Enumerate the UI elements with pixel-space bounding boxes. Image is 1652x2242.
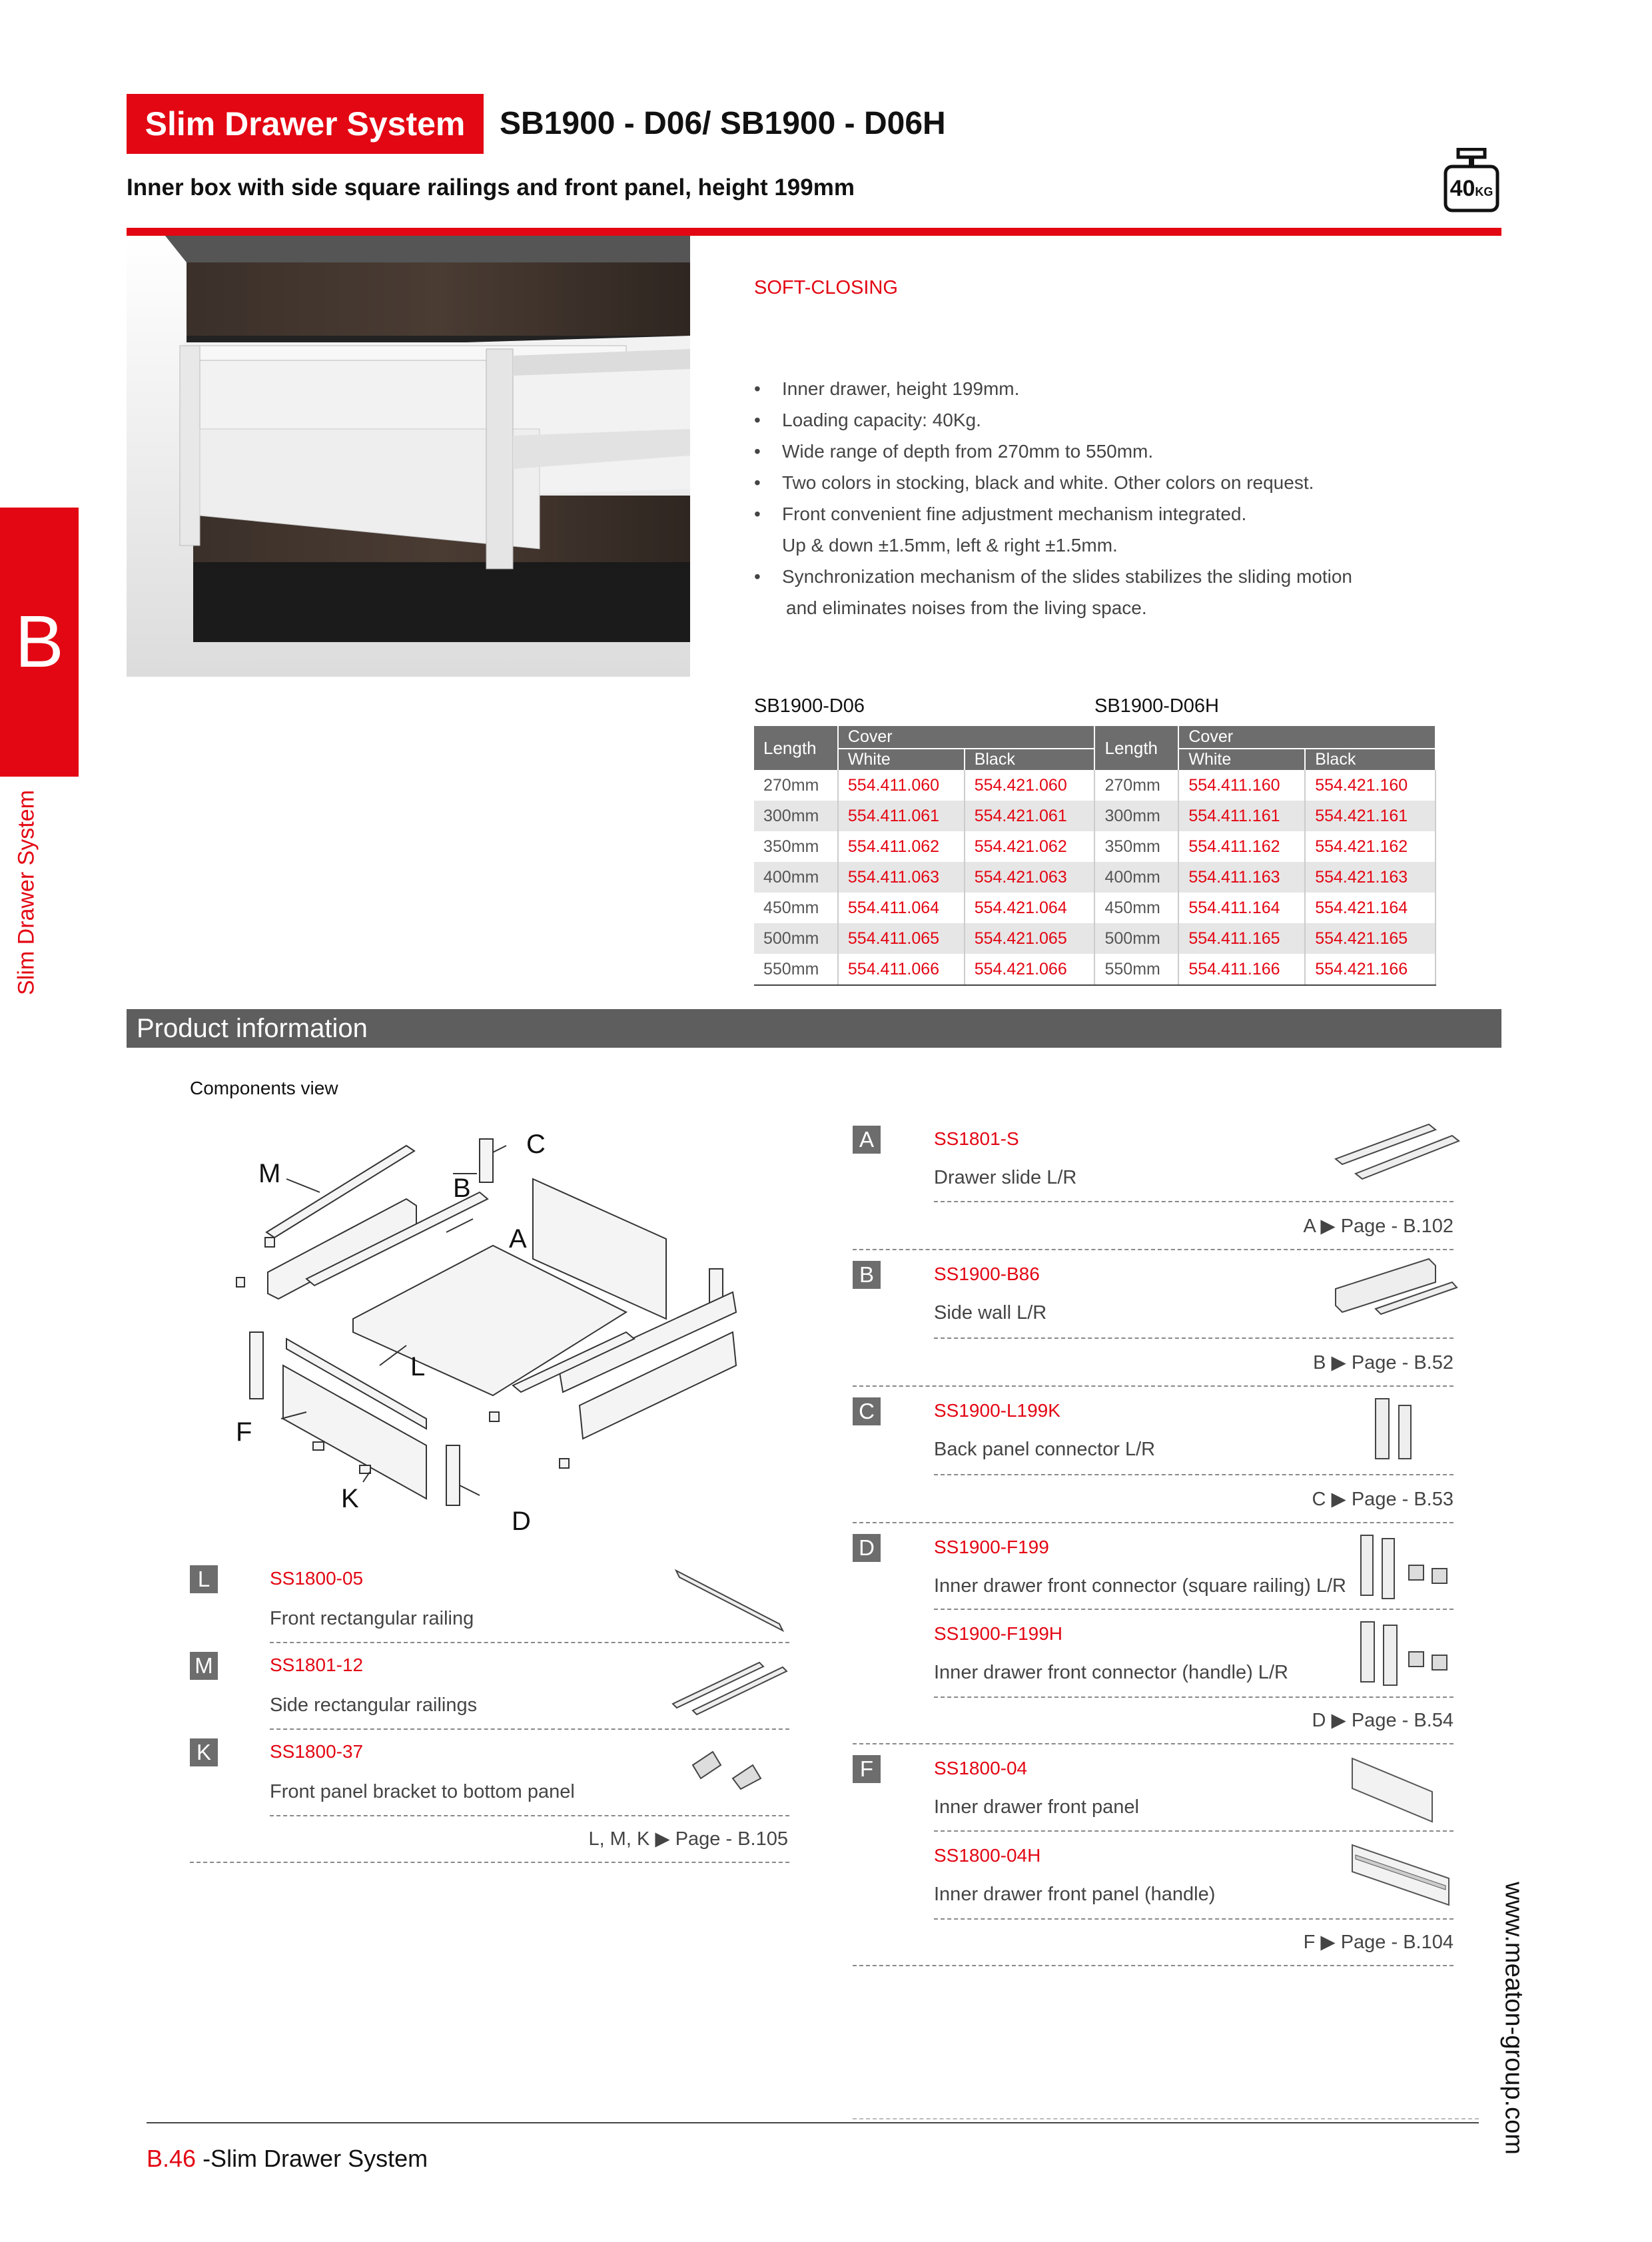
- separator: [853, 1522, 1453, 1523]
- separator: [853, 1965, 1453, 1966]
- component-letter-c: C: [853, 1397, 881, 1425]
- component-description: Inner drawer front connector (handle) L/R: [934, 1662, 1288, 1683]
- separator: [270, 1642, 789, 1643]
- component-letter-a: A: [853, 1126, 881, 1154]
- weight-value: 40: [1449, 176, 1475, 201]
- order-code-cell: 554.411.161: [1178, 801, 1305, 831]
- order-code-cell: 554.421.166: [1305, 954, 1436, 985]
- order-code-cell: 554.411.163: [1178, 862, 1305, 893]
- website-url: www.meaton-group.com: [1499, 1882, 1528, 2155]
- front-panel-handle-icon: [1349, 1842, 1455, 1912]
- length-cell: 400mm: [1094, 862, 1178, 893]
- order-code-cell: 554.411.166: [1178, 954, 1305, 985]
- length-cell: 270mm: [1094, 770, 1178, 801]
- feature-item: • Front convenient fine adjustment mechanism integrated.: [754, 498, 1420, 530]
- diagram-label-b: B: [453, 1174, 471, 1203]
- order-code-cell: 554.411.061: [838, 801, 965, 831]
- order-code-cell: 554.411.162: [1178, 831, 1305, 862]
- length-cell: 300mm: [1094, 801, 1178, 831]
- separator: [934, 1918, 1453, 1920]
- diagram-label-a: A: [509, 1224, 527, 1254]
- order-code-cell: 554.421.063: [965, 862, 1095, 893]
- page-reference: C ▶ Page - B.53: [1312, 1489, 1453, 1510]
- component-description: Back panel connector L/R: [934, 1439, 1156, 1460]
- table-label-d06: SB1900-D06: [754, 695, 865, 717]
- order-code-cell: 554.421.066: [965, 954, 1095, 985]
- order-code-cell: 554.421.165: [1305, 923, 1436, 954]
- diagram-label-d: D: [512, 1507, 531, 1536]
- order-code-cell: 554.411.165: [1178, 923, 1305, 954]
- feature-item-continued: and eliminates noises from the living space.: [786, 597, 1147, 618]
- order-code-cell: 554.421.160: [1305, 770, 1436, 801]
- component-code: SS1801-12: [270, 1655, 364, 1675]
- diagram-label-c: C: [526, 1130, 546, 1159]
- order-code-cell: 554.421.162: [1305, 831, 1436, 862]
- separator: [934, 1337, 1453, 1339]
- order-code-cell: 554.421.060: [965, 770, 1095, 801]
- front-connector-handle-icon: [1356, 1615, 1455, 1692]
- separator: [270, 1728, 789, 1730]
- order-code-cell: 554.421.164: [1305, 893, 1436, 923]
- page-reference: D ▶ Page - B.54: [1312, 1710, 1453, 1731]
- separator: [270, 1815, 789, 1816]
- column-header: White: [838, 749, 965, 770]
- order-code-cell: 554.411.064: [838, 893, 965, 923]
- page-footer: [147, 2145, 428, 2173]
- component-letter-k: K: [190, 1738, 218, 1766]
- length-cell: 450mm: [754, 893, 838, 923]
- component-description: Inner drawer front connector (square railing) L/R: [934, 1575, 1346, 1597]
- component-code: SS1900-B86: [934, 1264, 1040, 1284]
- component-letter-d: D: [853, 1534, 881, 1562]
- component-letter-l: L: [190, 1565, 218, 1593]
- header-divider: [127, 228, 1501, 236]
- separator: [853, 1249, 1453, 1250]
- feature-item: • Two colors in stocking, black and white. Other colors on request.: [754, 467, 1420, 498]
- length-cell: 270mm: [754, 770, 838, 801]
- component-code: SS1800-04: [934, 1758, 1028, 1778]
- model-title: SB1900 - D06/ SB1900 - D06H: [500, 106, 946, 141]
- component-description: Inner drawer front panel (handle): [934, 1884, 1216, 1905]
- table-row: [754, 893, 1436, 923]
- column-header: Cover: [838, 726, 1095, 749]
- separator: [934, 1201, 1453, 1202]
- back-panel-connector-icon: [1369, 1392, 1422, 1469]
- order-code-cell: 554.411.063: [838, 862, 965, 893]
- component-code: SS1900-F199: [934, 1537, 1049, 1557]
- component-letter-m: M: [190, 1652, 218, 1680]
- component-description: Inner drawer front panel: [934, 1796, 1139, 1818]
- component-code: SS1900-L199K: [934, 1400, 1060, 1421]
- page-reference: F ▶ Page - B.104: [1303, 1932, 1453, 1953]
- product-photo: [127, 236, 690, 677]
- order-code-table: [754, 726, 1436, 986]
- column-header: Black: [1305, 749, 1436, 770]
- railing-icon: [673, 1565, 786, 1635]
- length-cell: 500mm: [754, 923, 838, 954]
- length-cell: 300mm: [754, 801, 838, 831]
- weight-capacity-icon: [1444, 148, 1499, 213]
- separator: [934, 1474, 1453, 1475]
- table-label-d06h: SB1900-D06H: [1094, 695, 1219, 717]
- order-code-cell: 554.421.064: [965, 893, 1095, 923]
- order-code-cell: 554.411.066: [838, 954, 965, 985]
- side-railings-icon: [666, 1651, 793, 1720]
- order-code-cell: 554.411.060: [838, 770, 965, 801]
- order-code-cell: 554.411.160: [1178, 770, 1305, 801]
- component-description: Side wall L/R: [934, 1302, 1047, 1323]
- table-row: [754, 954, 1436, 985]
- diagram-label-l: L: [410, 1352, 426, 1381]
- front-panel-icon: [1349, 1752, 1442, 1828]
- feature-heading: SOFT-CLOSING: [754, 277, 898, 298]
- bracket-icon: [686, 1745, 773, 1795]
- separator: [853, 1743, 1453, 1744]
- table-row: [754, 831, 1436, 862]
- separator: [853, 1385, 1453, 1387]
- order-code-cell: 554.421.163: [1305, 862, 1436, 893]
- weight-unit: KG: [1475, 185, 1493, 198]
- length-cell: 550mm: [754, 954, 838, 985]
- column-header: Black: [965, 749, 1095, 770]
- page-subtitle: Inner box with side square railings and front panel, height 199mm: [127, 175, 855, 200]
- order-code-cell: 554.421.161: [1305, 801, 1436, 831]
- section-title: Slim Drawer System: [127, 94, 484, 154]
- length-cell: 500mm: [1094, 923, 1178, 954]
- page-reference: A ▶ Page - B.102: [1303, 1216, 1453, 1237]
- feature-item-continued: Up & down ±1.5mm, left & right ±1.5mm.: [782, 535, 1118, 556]
- side-wall-icon: [1329, 1256, 1462, 1325]
- table-row: [754, 770, 1436, 801]
- section-letter-tab: B: [0, 508, 79, 777]
- component-letter-f: F: [853, 1755, 881, 1783]
- component-code: SS1800-05: [270, 1568, 364, 1589]
- order-code-cell: 554.411.065: [838, 923, 965, 954]
- order-code-cell: 554.421.062: [965, 831, 1095, 862]
- feature-item: • Wide range of depth from 270mm to 550mm.: [754, 436, 1420, 467]
- column-header: Length: [754, 726, 838, 770]
- order-code-cell: 554.421.061: [965, 801, 1095, 831]
- table-row: [754, 801, 1436, 831]
- separator: [934, 1696, 1453, 1698]
- component-description: Front panel bracket to bottom panel: [270, 1781, 575, 1802]
- front-connector-icon: [1356, 1529, 1455, 1605]
- feature-item: • Synchronization mechanism of the slides stabilizes the sliding motion: [754, 561, 1420, 592]
- table-row: [754, 923, 1436, 954]
- component-code: SS1800-37: [270, 1741, 364, 1762]
- component-letter-b: B: [853, 1261, 881, 1289]
- footer-rule: [147, 2122, 1479, 2123]
- product-information-bar: Product information: [127, 1009, 1501, 1048]
- feature-list: [754, 373, 1420, 623]
- feature-item: • Inner drawer, height 199mm.: [754, 373, 1420, 404]
- components-view-label: Components view: [190, 1078, 338, 1098]
- drawer-slide-icon: [1329, 1119, 1462, 1189]
- column-header: White: [1178, 749, 1305, 770]
- diagram-label-m: M: [258, 1159, 281, 1188]
- length-cell: 350mm: [754, 831, 838, 862]
- separator: [190, 1862, 789, 1863]
- component-code: SS1900-F199H: [934, 1623, 1063, 1644]
- feature-item: • Loading capacity: 40Kg.: [754, 404, 1420, 436]
- order-code-cell: 554.411.062: [838, 831, 965, 862]
- column-header: Cover: [1178, 726, 1436, 749]
- length-cell: 550mm: [1094, 954, 1178, 985]
- exploded-components-diagram: [226, 1119, 753, 1545]
- length-cell: 400mm: [754, 862, 838, 893]
- component-code: SS1801-S: [934, 1128, 1019, 1149]
- separator: [853, 2118, 1479, 2119]
- table-row: [754, 862, 1436, 893]
- section-vertical-label: Slim Drawer System: [13, 790, 39, 995]
- length-cell: 350mm: [1094, 831, 1178, 862]
- separator: [934, 1609, 1453, 1610]
- component-code: SS1800-04H: [934, 1845, 1041, 1866]
- order-code-cell: 554.411.164: [1178, 893, 1305, 923]
- component-description: Side rectangular railings: [270, 1694, 478, 1716]
- diagram-label-k: K: [341, 1484, 359, 1513]
- component-description: Front rectangular railing: [270, 1608, 474, 1629]
- diagram-label-f: F: [236, 1417, 252, 1447]
- length-cell: 450mm: [1094, 893, 1178, 923]
- page-number: B.46: [147, 2145, 197, 2172]
- page-reference: L, M, K ▶ Page - B.105: [588, 1828, 788, 1850]
- page-reference: B ▶ Page - B.52: [1313, 1352, 1453, 1373]
- component-description: Drawer slide L/R: [934, 1167, 1077, 1188]
- separator: [934, 1830, 1453, 1832]
- footer-text: -Slim Drawer System: [196, 2145, 428, 2172]
- order-code-cell: 554.421.065: [965, 923, 1095, 954]
- column-header: Length: [1094, 726, 1178, 770]
